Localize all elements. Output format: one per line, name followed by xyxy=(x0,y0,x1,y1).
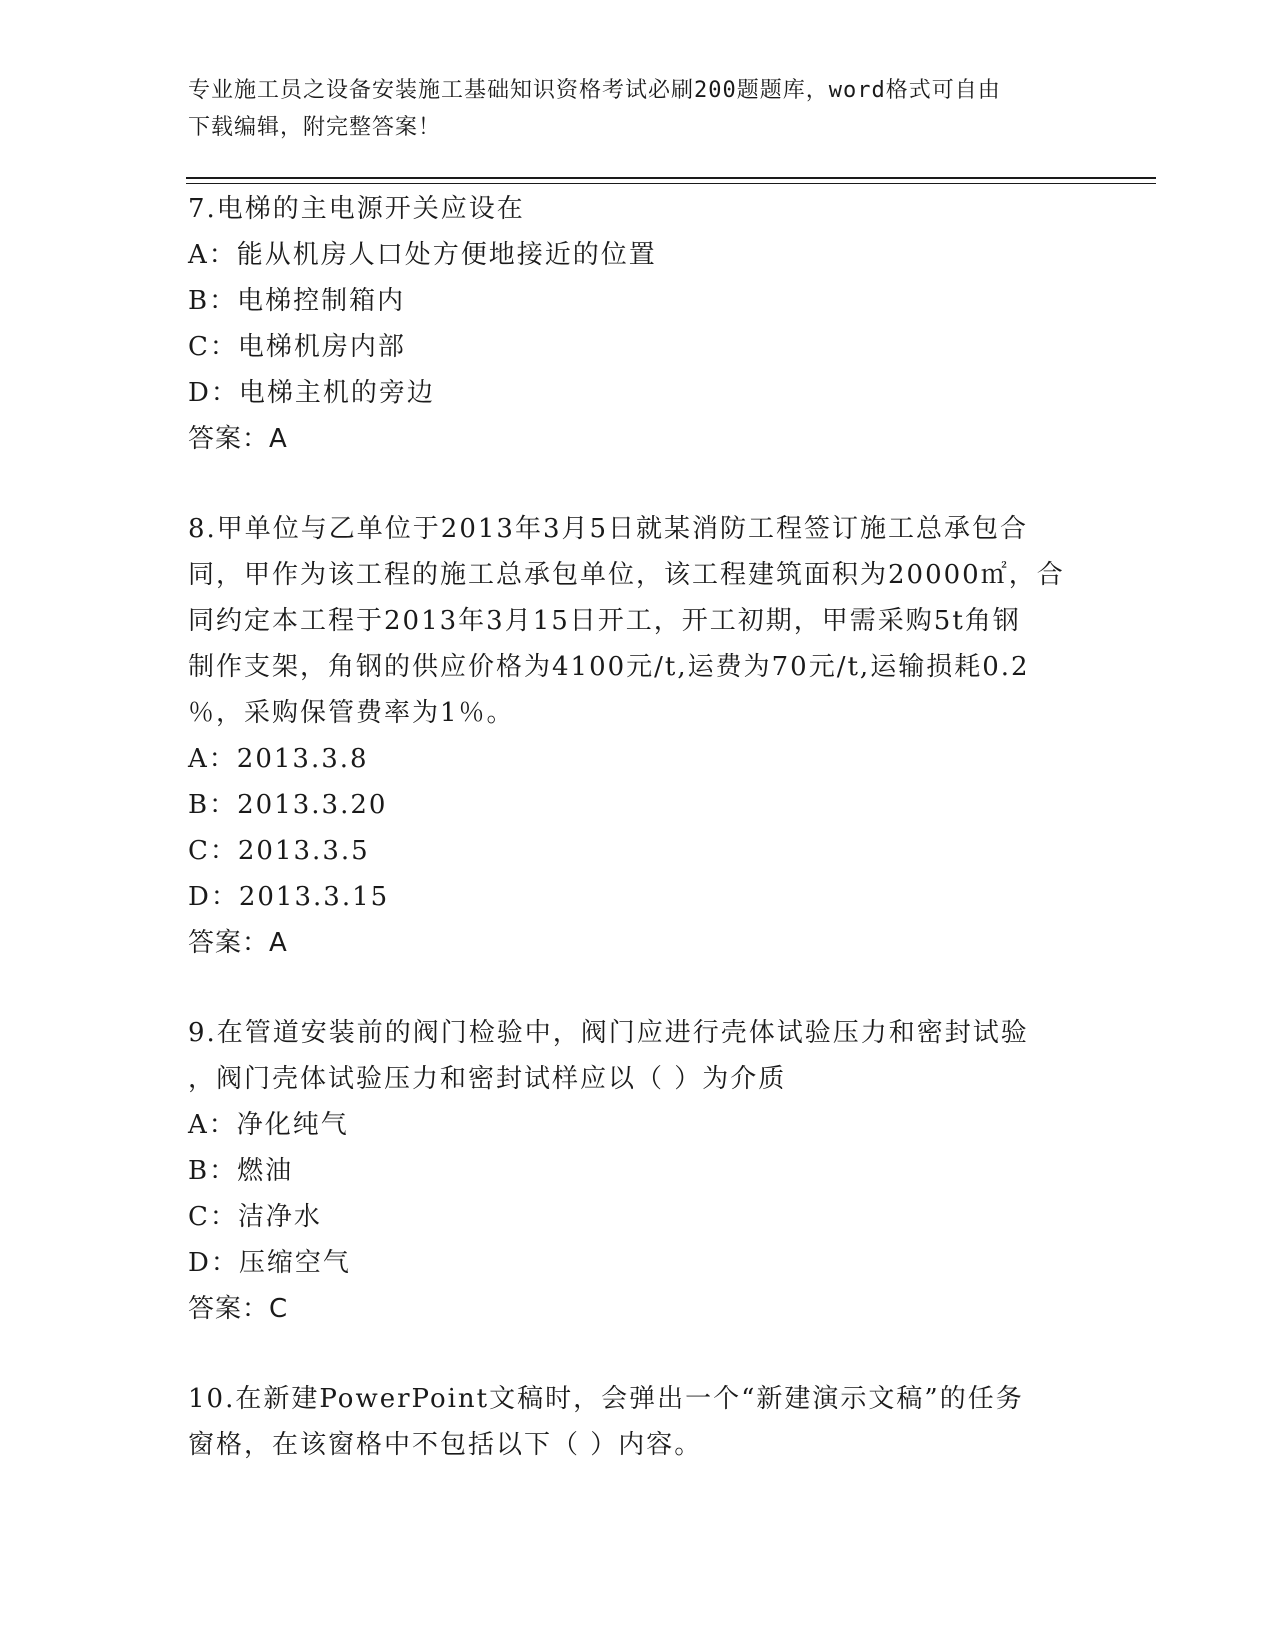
option-d: D：2013.3.15 xyxy=(188,882,390,912)
answer-label: 答案：A xyxy=(188,424,288,454)
header-line-2: 下载编辑，附完整答案！ xyxy=(188,115,442,140)
question-text-line-1: 10.在新建PowerPoint文稿时，会弹出一个“新建演示文稿”的任务 xyxy=(188,1384,1024,1414)
question-text-line-2: ，阀门壳体试验压力和密封试样应以（ ）为介质 xyxy=(188,1064,787,1094)
header-divider-thick xyxy=(186,177,1156,179)
option-b: B：2013.3.20 xyxy=(188,790,388,820)
question-10 xyxy=(188,1376,1088,1468)
option-a: A：2013.3.8 xyxy=(188,744,369,774)
spacer xyxy=(188,966,1088,1010)
question-text-line-1: 9.在管道安装前的阀门检验中，阀门应进行壳体试验压力和密封试验 xyxy=(188,1018,1029,1048)
question-text-line-2: 窗格，在该窗格中不包括以下（ ）内容。 xyxy=(188,1430,703,1460)
question-text-line-2: 同，甲作为该工程的施工总承包单位，该工程建筑面积为20000㎡，合 xyxy=(188,560,1065,590)
answer-label: 答案：A xyxy=(188,928,288,958)
question-text: 7.电梯的主电源开关应设在 xyxy=(188,194,525,224)
header-divider-thin xyxy=(186,183,1156,184)
option-b: B：燃油 xyxy=(188,1156,294,1186)
question-text-line-1: 8.甲单位与乙单位于2013年3月5日就某消防工程签订施工总承包合 xyxy=(188,514,1029,544)
question-list xyxy=(188,186,1088,1468)
question-text-line-5: ％，采购保管费率为1％。 xyxy=(188,698,515,728)
option-a: A：能从机房人口处方便地接近的位置 xyxy=(188,240,657,270)
question-text-line-3: 同约定本工程于2013年3月15日开工，开工初期，甲需采购5t角钢 xyxy=(188,606,1021,636)
answer-label: 答案：C xyxy=(188,1294,289,1324)
question-7 xyxy=(188,186,1088,462)
question-text-line-4: 制作支架，角钢的供应价格为4100元/t,运费为70元/t,运输损耗0.2 xyxy=(188,652,1030,682)
header-line-1: 专业施工员之设备安装施工基础知识资格考试必刷200题题库，word格式可自由 xyxy=(188,78,1001,103)
spacer xyxy=(188,462,1088,506)
option-c: C：洁净水 xyxy=(188,1202,322,1232)
option-d: D：电梯主机的旁边 xyxy=(188,378,435,408)
question-9 xyxy=(188,1010,1088,1332)
option-c: C：电梯机房内部 xyxy=(188,332,406,362)
option-a: A：净化纯气 xyxy=(188,1110,349,1140)
option-c: C：2013.3.5 xyxy=(188,836,370,866)
option-d: D：压缩空气 xyxy=(188,1248,351,1278)
question-8 xyxy=(188,506,1088,966)
spacer xyxy=(188,1332,1088,1376)
page-header xyxy=(188,72,1088,146)
option-b: B：电梯控制箱内 xyxy=(188,286,406,316)
